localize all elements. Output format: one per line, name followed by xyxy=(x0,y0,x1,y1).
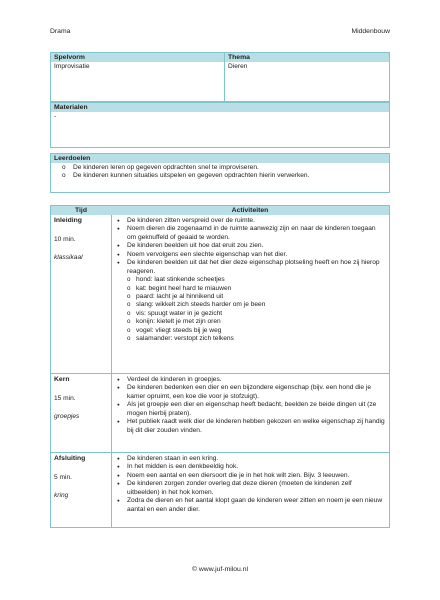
activities-cell xyxy=(111,453,389,516)
theme-value: Dieren xyxy=(228,63,248,70)
learning-goals-header: Leerdoelen xyxy=(51,154,389,163)
list-item: o konijn: kietelt je met zijn oren xyxy=(127,318,385,326)
list-item: o vis: spuugt water in je gezicht xyxy=(127,310,385,318)
list-item: ● De kinderen beelden uit hoe dat eruit zou zien. xyxy=(111,242,385,250)
learning-goal-item: o De kinderen leren op gegeven opdrachten snel te improviseren. xyxy=(51,164,389,172)
list-item: o salamander: verstopt zich telkens xyxy=(127,335,385,343)
list-item: ● In het midden is een denkbeeldig hok. xyxy=(111,463,385,471)
theme-header: Thema xyxy=(228,54,250,61)
materials-value: - xyxy=(54,113,57,120)
activities-header-row xyxy=(51,206,389,215)
phase-duration: 15 min. xyxy=(54,394,76,402)
phase-grouping: klassikaal xyxy=(54,254,83,262)
list-item: ● Het publiek raadt welk dier de kinderen hebben gekozen en welke eigenschap zij handig bij dit dier zouden vinden. xyxy=(111,418,385,435)
materials-header: Materialen xyxy=(51,103,389,112)
play-form-value: Improvisatie xyxy=(54,63,90,70)
activities-column-header: Activiteiten xyxy=(231,207,269,214)
phase-duration: 5 min. xyxy=(54,473,72,481)
page-header xyxy=(50,28,390,38)
phase-name: Kern xyxy=(54,376,70,383)
list-item: ● De kinderen staan in een kring. xyxy=(111,455,385,463)
list-item: o kat: begint heel hard te miauwen xyxy=(127,285,385,293)
list-item: o slang: wikkelt zich steeds harder om je been xyxy=(127,301,385,309)
activities-cell xyxy=(111,215,389,346)
list-item: o vogel: vliegt steeds bij je weg xyxy=(127,327,385,335)
list-item: ● De kinderen zitten verspreid over de ruimte. xyxy=(111,217,385,225)
list-item: ● De kinderen bedenken een dier en een bijzondere eigenschap (bijv. een hond die je kamer opruimt, een koe die voor je stofzuigt). xyxy=(111,384,385,401)
activity-list xyxy=(111,376,385,435)
play-form-header: Spelvorm xyxy=(54,54,85,61)
time-column-header: Tijd xyxy=(75,207,87,214)
list-item: ● Noem dieren die zogenaamd in de ruimte aanwezig zijn en naar de kinderen toegaan om geknuffeld of geaaid te worden. xyxy=(111,225,385,242)
phase-name: Afsluiting xyxy=(54,455,86,462)
list-item: ● Noem vervolgens een slechte eigenschap van het dier. xyxy=(111,251,385,259)
activity-row-introduction xyxy=(51,215,389,373)
activities-table xyxy=(50,205,390,528)
materials-table xyxy=(50,102,390,148)
phase-name: Inleiding xyxy=(54,217,82,224)
activity-list xyxy=(111,217,385,276)
play-form-theme-table xyxy=(50,52,390,102)
list-item: o paard: lacht je al hinnikend uit xyxy=(127,293,385,301)
phase-grouping: kring xyxy=(54,492,69,500)
phase-cell xyxy=(51,374,111,424)
list-item: ● Als jet groepje een dier en eigenschap heeft bedacht, beelden ze beide dingen uit (ze mogen hierbij praten). xyxy=(111,401,385,418)
activity-list xyxy=(111,455,385,514)
footer-copyright: © www.juf-milou.nl xyxy=(192,566,248,573)
table-header-row xyxy=(51,53,389,62)
grade-level-label: Middenbouw xyxy=(351,28,390,35)
list-item: ● Verdeel de kinderen in groepjes. xyxy=(111,376,385,384)
phase-duration: 10 min. xyxy=(54,235,76,243)
list-item: ● Zodra de dieren en het aantal klopt gaan de kinderen weer zitten en noem je een nieuw aantal en een ander dier. xyxy=(111,497,385,514)
list-item: o hond: laat stinkende scheetjes xyxy=(127,276,385,284)
column-divider xyxy=(224,53,225,101)
activities-cell xyxy=(111,374,389,437)
activity-row-closing xyxy=(51,453,389,528)
list-item: ● De kinderen beelden uit dat het dier deze eigenschap plotseling heeft en hoe zij hierop reageren. xyxy=(111,259,385,276)
list-item: ● De kinderen zorgen zonder overleg dat deze dieren (moeten de kinderen zelf uitbeelden) in het hok komen. xyxy=(111,480,385,497)
activity-row-core xyxy=(51,374,389,452)
learning-goal-item: o De kinderen kunnen situaties uitspelen en gegeven opdrachten hierin verwerken. xyxy=(51,172,389,180)
phase-cell xyxy=(51,453,111,503)
phase-cell xyxy=(51,215,111,265)
list-item: ● Noem een aantal en een diersoort die je in het hok wilt zien. Bijv. 3 leeuwen. xyxy=(111,472,385,480)
subject-label: Drama xyxy=(50,28,71,35)
learning-goals-table xyxy=(50,153,390,193)
phase-grouping: groepjes xyxy=(54,413,80,421)
learning-goals-list xyxy=(51,163,389,181)
animal-trait-list xyxy=(127,276,385,344)
